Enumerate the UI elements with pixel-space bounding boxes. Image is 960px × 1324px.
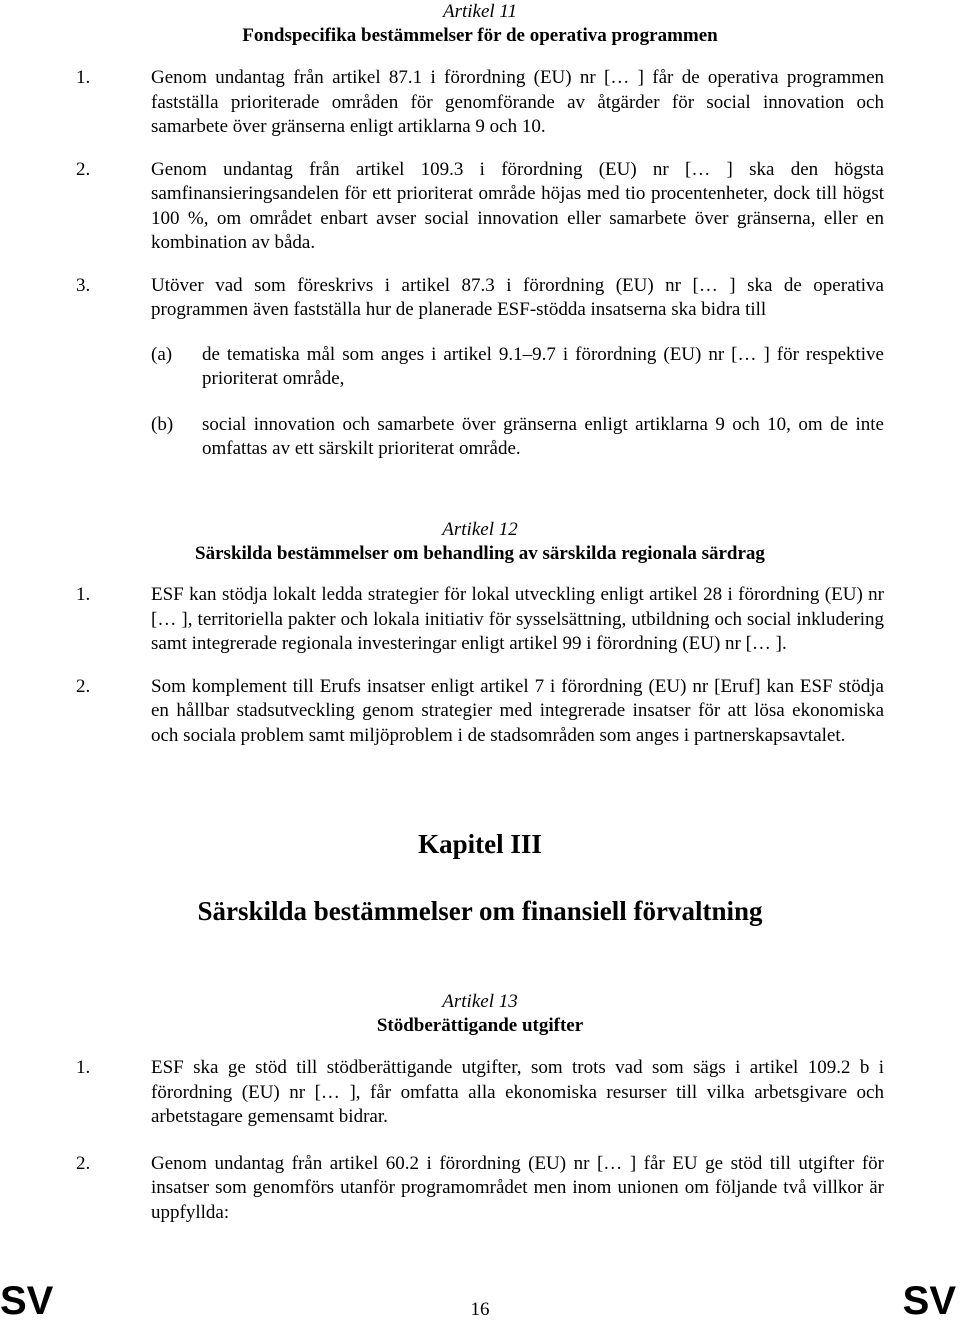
paragraph-number: 2. bbox=[76, 158, 91, 180]
subitem-label: (a) bbox=[151, 343, 173, 365]
paragraph-number: 1. bbox=[76, 584, 91, 605]
paragraph-number: 1. bbox=[76, 67, 91, 88]
article-13 bbox=[0, 990, 960, 1225]
article-11-title: Artikel 11 bbox=[442, 1, 518, 22]
page-number: 16 bbox=[470, 1299, 490, 1320]
article-13-subtitle: Stödberättigande utgifter bbox=[376, 1015, 584, 1036]
article-12-paragraph-1 bbox=[0, 583, 960, 657]
chapter-title: Kapitel III bbox=[418, 829, 542, 859]
subitem-text: social innovation och samarbete över gränserna enligt artiklarna 9 och 10, om de inte omfattas av ett särskilt prioriterat område. bbox=[202, 413, 884, 459]
article-12-paragraph-2 bbox=[0, 675, 960, 749]
article-11-subitem-b bbox=[0, 413, 960, 462]
footer-language-left: SV bbox=[0, 1279, 54, 1323]
paragraph-text: Utöver vad som föreskrivs i artikel 87.3 i förordning (EU) nr [… ] ska de operativa programmen även fastställa hur de planerade ESF-stödda insatserna ska bidra till bbox=[151, 274, 884, 320]
subitem-text: de tematiska mål som anges i artikel 9.1–9.7 i förordning (EU) nr [… ] för respektive prioriterat område, bbox=[202, 343, 884, 389]
paragraph-text: Genom undantag från artikel 87.1 i förordning (EU) nr [… ] får de operativa programmen fastställa prioriterade områden för genomförande av åtgärder för social innovation och samarbete över gränserna enligt artiklarna 9 och 10. bbox=[151, 67, 884, 137]
article-11 bbox=[0, 0, 960, 462]
article-12-subtitle: Särskilda bestämmelser om behandling av särskilda regionala särdrag bbox=[195, 543, 765, 564]
article-11-subitem-a bbox=[0, 343, 960, 392]
paragraph-text: Som komplement till Erufs insatser enligt artikel 7 i förordning (EU) nr [Eruf] kan ESF stödja en hållbar stadsutveckling genom strategier med integrerade insatser för att lösa ekonomiska och sociala problem samt miljöproblem i de stadsområden som anges i partnerskapsavtalet. bbox=[151, 675, 884, 746]
article-13-paragraph-1 bbox=[0, 1056, 960, 1130]
article-11-paragraph-3 bbox=[0, 274, 960, 323]
subitem-label: (b) bbox=[151, 413, 174, 435]
article-13-title: Artikel 13 bbox=[442, 991, 518, 1012]
paragraph-number: 3. bbox=[76, 274, 91, 296]
paragraph-number: 2. bbox=[76, 675, 91, 697]
paragraph-text: ESF kan stödja lokalt ledda strategier för lokal utveckling enligt artikel 28 i förordning (EU) nr [… ], territoriella pakter och lokala initiativ för sysselsättning, utbildning och social inkludering samt integrerade regionala investeringar enligt artikel 99 i förordning (EU) nr [… ]. bbox=[151, 584, 884, 654]
article-11-paragraph-2 bbox=[0, 158, 960, 256]
paragraph-text: ESF ska ge stöd till stödberättigande utgifter, som trots vad som sägs i artikel 109.2 b i förordning (EU) nr [… ], får omfatta alla ekonomiska resurser till vilka arbetsgivare och arbetstagare gemensamt bidrar. bbox=[151, 1057, 884, 1127]
article-11-subtitle: Fondspecifika bestämmelser för de operativa programmen bbox=[242, 25, 718, 46]
chapter-3 bbox=[0, 828, 960, 927]
paragraph-number: 2. bbox=[76, 1152, 91, 1174]
article-11-paragraph-1 bbox=[0, 66, 960, 140]
paragraph-number: 1. bbox=[76, 1057, 91, 1078]
article-12-title: Artikel 12 bbox=[442, 519, 518, 540]
article-12 bbox=[0, 518, 960, 748]
paragraph-text: Genom undantag från artikel 60.2 i förordning (EU) nr [… ] får EU ge stöd till utgifter för insatser som genomförs utanför programområdet men inom unionen om följande två villkor är uppfyllda: bbox=[151, 1152, 884, 1223]
chapter-subtitle: Särskilda bestämmelser om finansiell förvaltning bbox=[197, 896, 763, 926]
article-13-paragraph-2 bbox=[0, 1152, 960, 1226]
footer-language-right: SV bbox=[902, 1279, 956, 1323]
paragraph-text: Genom undantag från artikel 109.3 i förordning (EU) nr [… ] ska den högsta samfinansieringsandelen för ett prioriterat område höjas med tio procentenheter, dock till högst 100 %, om området enbart avser social innovation eller samarbete över gränserna, eller en kombination av båda. bbox=[151, 158, 884, 253]
